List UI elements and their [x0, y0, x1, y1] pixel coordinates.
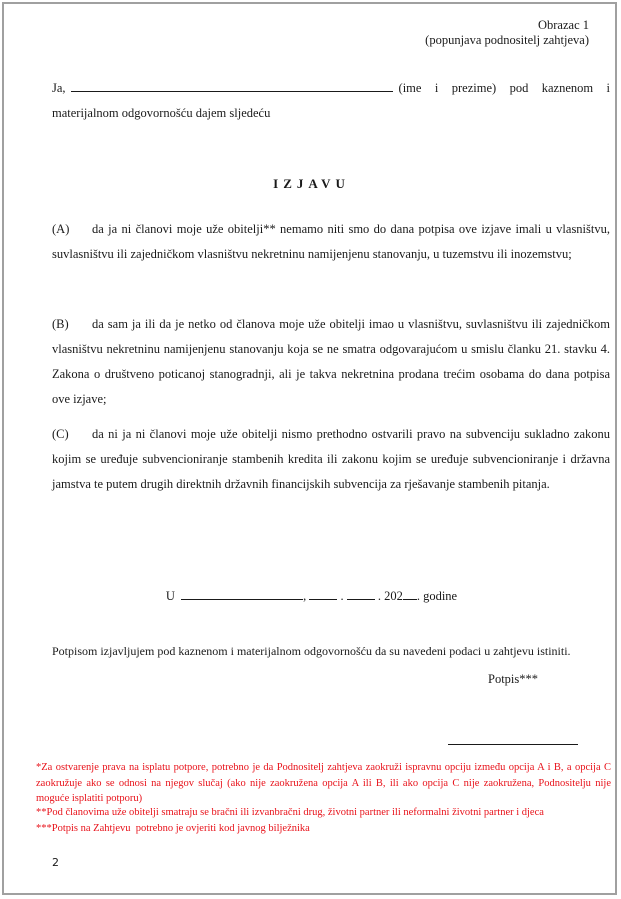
place-date-line	[4, 587, 619, 604]
date-suffix: . godine	[416, 589, 458, 603]
year-field[interactable]	[403, 587, 417, 600]
day-field[interactable]	[309, 587, 337, 600]
intro-paragraph	[52, 76, 610, 126]
intro-prefix: Ja,	[52, 81, 66, 95]
item-label: (B)	[52, 317, 69, 331]
item-label: (C)	[52, 427, 69, 441]
item-label: (A)	[52, 222, 70, 236]
signature-line[interactable]	[448, 744, 578, 745]
footnote-3: ***Potpis na Zahtjevu potrebno je ovjeriti kod javnog bilježnika	[36, 823, 310, 834]
intro-suffix: (ime i prezime) pod kaznenom i	[398, 81, 610, 95]
month-field[interactable]	[347, 587, 375, 600]
form-header	[425, 18, 589, 48]
declaration-item-a[interactable]	[52, 217, 610, 267]
page-number: 2	[52, 856, 59, 869]
declaration-item-c[interactable]	[52, 422, 610, 497]
item-text: da sam ja ili da je netko od članova moje uže obitelji imao u vlasništvu, suvlasništvu ili zajedničkom vlasništvu nekretninu namijenjenu stanovanju koja se ne smatra odgovarajućom u smislu članku 21. stavku 4. Zakona o društveno poticanoj stanogradnji, ali je takva nekretnina prodana trećim osobama do dana potpisa ove izjave;	[52, 317, 610, 406]
item-text: da ni ja ni članovi moje uže obitelji nismo prethodno ostvarili pravo na subvenciju sukladno zakonu kojim se uređuje subvencioniranje stambenih kredita ili zakonu kojim se uređuje subvencioniranje i državna jamstva te putem drugih direktnih državnih financijskih subvencija za rješavanje stambenih pitanja.	[52, 427, 610, 491]
signature-label: Potpis***	[488, 672, 539, 686]
date-dot: .	[340, 589, 344, 603]
year-prefix: . 202	[377, 589, 403, 603]
intro-line2: materijalnom odgovornošću dajem sljedeću	[52, 106, 271, 120]
declaration-item-b[interactable]	[52, 312, 610, 412]
place-prefix: U	[165, 589, 175, 603]
place-field[interactable]	[181, 587, 303, 600]
place-separator: ,	[303, 589, 307, 603]
footnote-2: **Pod članovima uže obitelji smatraju se bračni ili izvanbračni drug, životni partner ili neformalni životni partner i djeca	[36, 807, 544, 818]
declaration-title: IZJAVU	[273, 176, 350, 191]
form-note: (popunjava podnositelj zahtjeva)	[425, 33, 589, 47]
document-page	[2, 2, 617, 895]
form-number: Obrazac 1	[537, 18, 589, 32]
liability-statement: Potpisom izjavljujem pod kaznenom i materijalnom odgovornošću da su navedeni podaci u zahtjevu istiniti.	[52, 644, 571, 658]
item-text: da ja ni članovi moje uže obitelji** nemamo niti smo do dana potpisa ove izjave imali u vlasništvu, suvlasništvu ili zajedničkom vlasništvu nekretninu namijenjenu stanovanju, u tuzemstvu ili inozemstvu;	[52, 222, 610, 261]
name-field[interactable]	[71, 79, 393, 92]
footnote-1: *Za ostvarenje prava na isplatu potpore, potrebno je da Podnositelj zahtjeva zaokruži ispravnu opciju između opcija A i B, a opcija C zaokružuje ako se odnosi na njegov slučaj (ako nije zaokružena opcija A ili B, ili ako opcija C nije zaokružena, Podnositelju nije moguće isplatiti potporu)	[36, 762, 611, 804]
